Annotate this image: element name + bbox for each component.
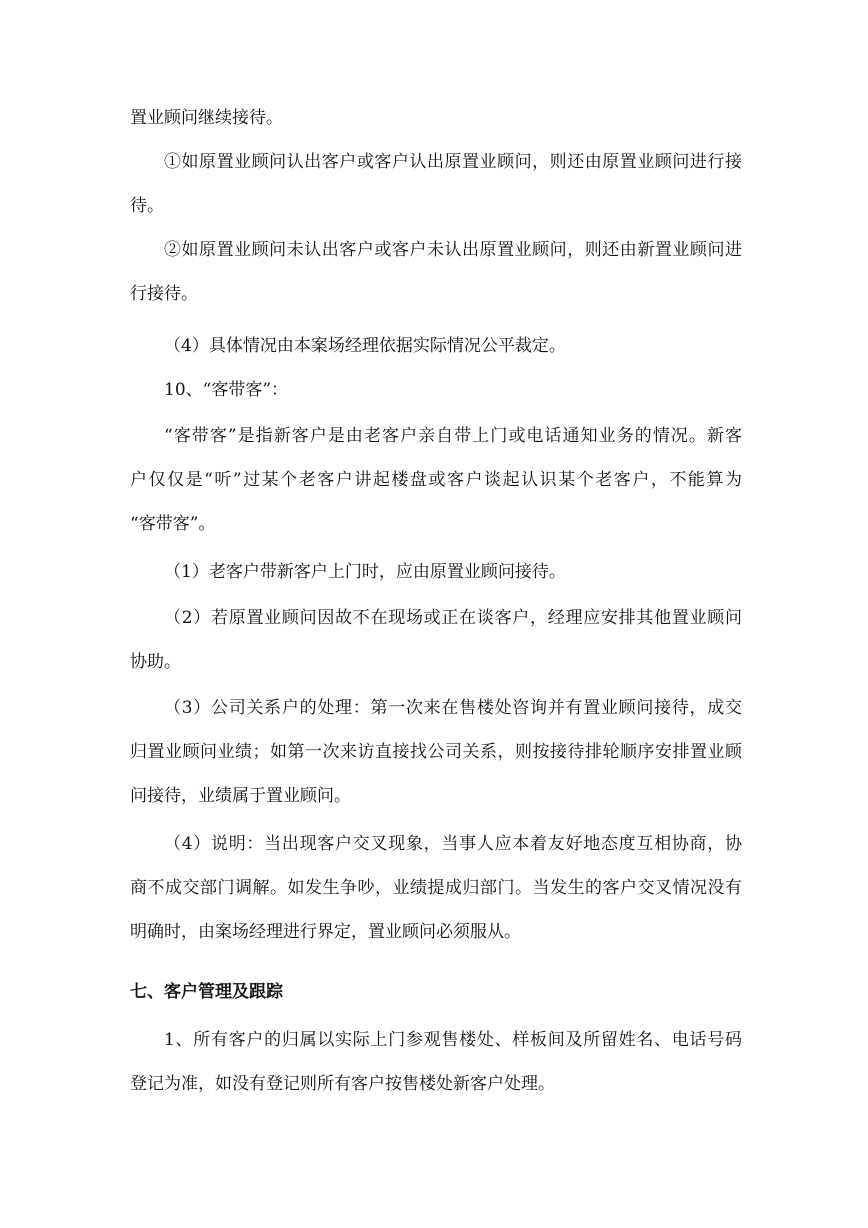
text-line: （2）若原置业顾问因故不在现场或正在谈客户，经理应安排其他置业顾问	[164, 608, 742, 628]
text-line: （1）老客户带新客户上门时，应由原置业顾问接待。	[164, 562, 566, 582]
text-line: 登记为准，如没有登记则所有客户按售楼处新客户处理。	[130, 1074, 555, 1094]
text-line: ①如原置业顾问认出客户或客户认出原置业顾问，则还由原置业顾问进行接	[164, 152, 742, 172]
paragraph-5	[130, 368, 742, 412]
text-line: ②如原置业顾问未认出客户或客户未认出原置业顾问，则还由新置业顾问进	[164, 240, 742, 260]
text-line: 待。	[130, 196, 164, 216]
text-line: （3）公司关系户的处理：第一次来在售楼处咨询并有置业顾问接待，成交	[164, 698, 742, 718]
text-line: 10、“客带客”：	[164, 380, 289, 400]
paragraph-9	[130, 686, 742, 818]
text-line: 协助。	[130, 652, 181, 672]
text-line: 行接待。	[130, 284, 198, 304]
text-line: 归置业顾问业绩；如第一次来访直接找公司关系，则按接待排轮顺序安排置业顾	[130, 742, 742, 762]
paragraph-10	[130, 822, 742, 954]
text-line: 户仅仅是“听”过某个老客户讲起楼盘或客户谈起认识某个老客户，不能算为	[130, 470, 742, 490]
section-heading: 七、客户管理及跟踪	[130, 982, 283, 1002]
paragraph-11	[130, 1018, 742, 1106]
text-line: 商不成交部门调解。如发生争吵，业绩提成归部门。当发生的客户交叉情况没有	[130, 878, 742, 898]
paragraph-2	[130, 140, 742, 228]
paragraph-1	[130, 96, 742, 140]
text-line: 1、所有客户的归属以实际上门参观售楼处、样板间及所留姓名、电话号码	[164, 1030, 742, 1050]
paragraph-8	[130, 596, 742, 684]
text-line: 问接待，业绩属于置业顾问。	[130, 786, 351, 806]
text-line: 明确时，由案场经理进行界定，置业顾问必须服从。	[130, 922, 521, 942]
text-line: “客带客”。	[130, 514, 216, 534]
text-line: 置业顾问继续接待。	[130, 108, 283, 128]
paragraph-7	[130, 550, 742, 594]
text-line: （4）具体情况由本案场经理依据实际情况公平裁定。	[164, 336, 566, 356]
paragraph-6	[130, 414, 742, 546]
paragraph-3	[130, 228, 742, 316]
text-line: “客带客”是指新客户是由老客户亲自带上门或电话通知业务的情况。新客	[164, 426, 742, 446]
paragraph-4	[130, 324, 742, 368]
text-line: （4）说明：当出现客户交叉现象，当事人应本着友好地态度互相协商，协	[164, 834, 742, 854]
